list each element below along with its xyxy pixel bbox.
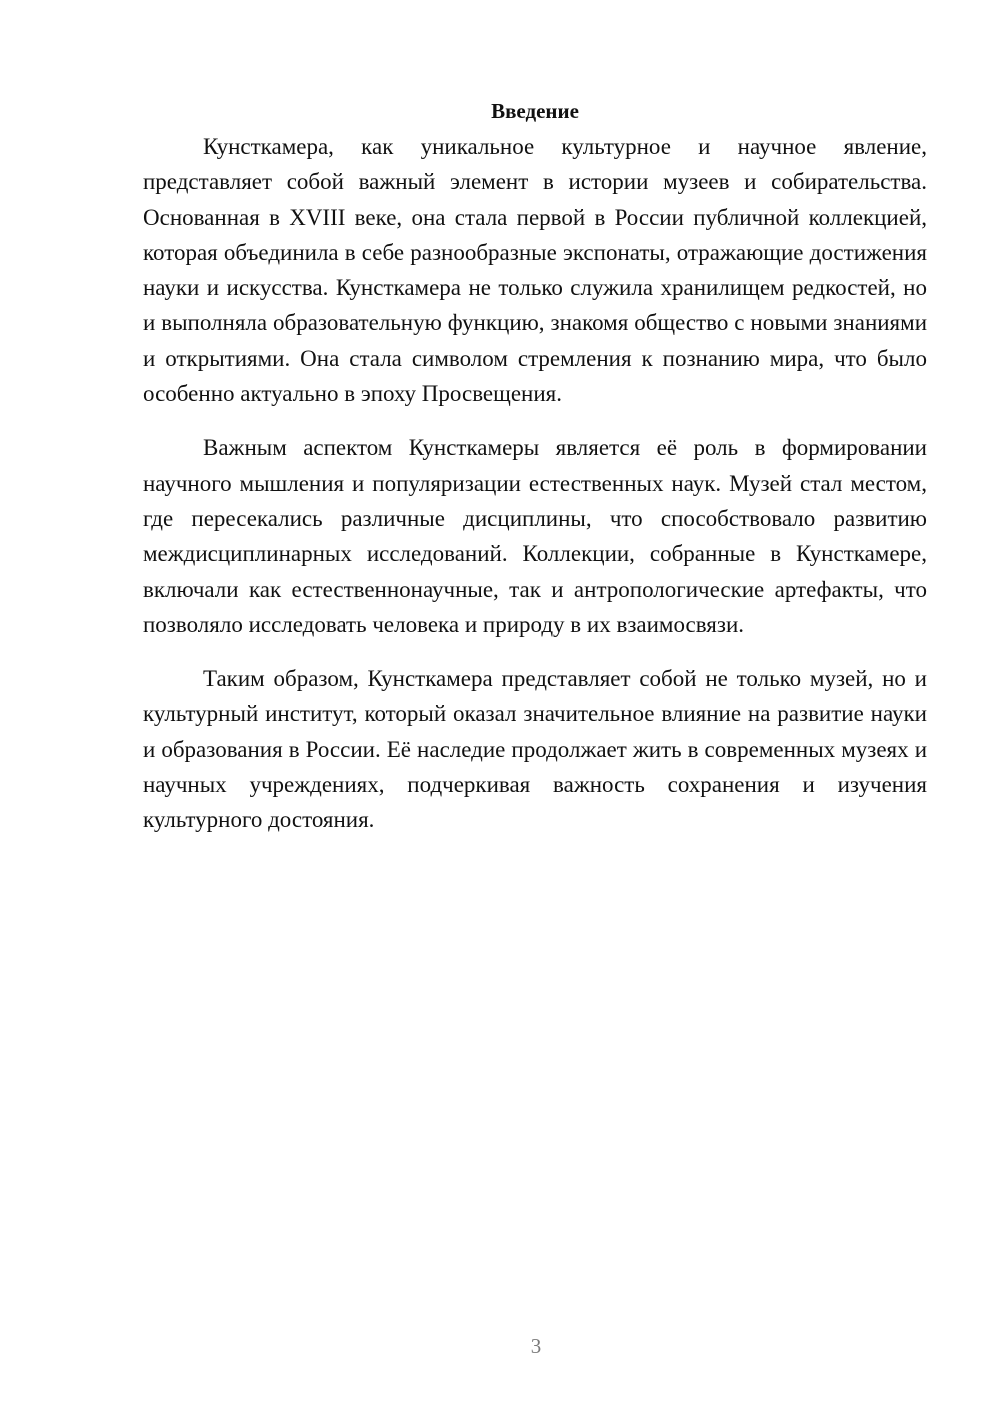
page-number: 3 bbox=[530, 1334, 542, 1358]
section-heading: Введение bbox=[491, 99, 579, 123]
page-content bbox=[143, 96, 927, 838]
paragraph-2: Важным аспектом Кунсткамеры является её роль в формировании научного мышления и популяризации естественных наук. Музей стал местом, где пересекались различные дисциплины, что способствовало развитию междисциплинарных исследований. Коллекции, собранные в Кунсткамере, включали как естественнонаучные, так и антропологические артефакты, что позволяло исследовать человека и природу в их взаимосвязи. bbox=[143, 435, 927, 637]
paragraph-1: Кунсткамера, как уникальное культурное и научное явление, представляет собой важный элемент в истории музеев и собирательства. Основанная в XVIII веке, она стала первой в России публичной коллекцией, которая объединила в себе разнообразные экспонаты, отражающие достижения науки и искусства. Кунсткамера не только служила хранилищем редкостей, но и выполняла образовательную функцию, знакомя общество с новыми знаниями и открытиями. Она стала символом стремления к познанию мира, что было особенно актуально в эпоху Просвещения. bbox=[143, 134, 927, 407]
paragraph-3: Таким образом, Кунсткамера представляет собой не только музей, но и культурный институт, который оказал значительное влияние на развитие науки и образования в России. Её наследие продолжает жить в современных музеях и научных учреждениях, подчеркивая важность сохранения и изучения культурного достояния. bbox=[143, 666, 927, 833]
